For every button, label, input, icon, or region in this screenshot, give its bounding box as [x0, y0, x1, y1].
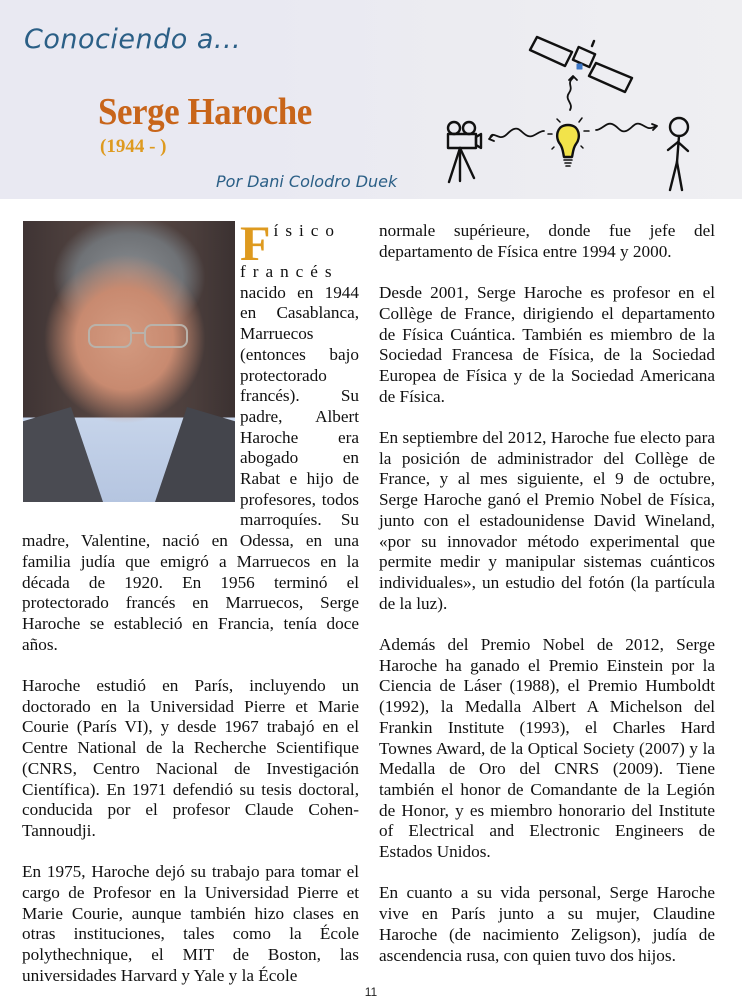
- paragraph-studies: Haroche estudió en París, incluyendo un doctorado en la Universidad Pierre et Marie Courie (París VI), y desde 1967 trabajó en el Centre National de la Recherche Scientifique (CNRS, Centro Nacional de Investigación Científica). En 1971 defendió su tesis doctoral, conducida por el profesor Claude Cohen-Tannoudji.: [22, 676, 359, 840]
- section-kicker: Conociendo a...: [24, 24, 242, 55]
- light-bulb-icon: [548, 118, 589, 166]
- page-number: 11: [364, 985, 378, 999]
- drop-cap: F: [240, 215, 271, 271]
- page-title: Serge Haroche: [98, 91, 312, 133]
- photo-float-spacer: [22, 221, 240, 521]
- wavy-arrow-icon: [596, 124, 656, 132]
- paragraph-career-continued: normale supérieure, donde fue jefe del departamento de Física entre 1994 y 2000.: [379, 221, 715, 261]
- paragraph-nobel: En septiembre del 2012, Haroche fue electo para la posición de administrador del Collège de France, y al mes siguiente, el 9 de octubre, Serge Haroche ganó el Premio Nobel de Física, junto con el estadounidense David Wineland, «por su innovador método experimental que permite medir y manipular sistemas cuánticos individuales», un estudio del fotón (la partícula de la luz).: [379, 428, 715, 613]
- movie-camera-icon: [448, 122, 481, 182]
- paragraph-awards: Además del Premio Nobel de 2012, Serge Haroche ha ganado el Premio Einstein por la Ciencia de Láser (1988), el Premio Humboldt (1992), la Medalla Albert A Michelson del Frankin Institute (1993), el Charles Hard Townes Award, de la Optical Society (2007) y la Medalla de Oro del CNRS (2009). Tiene también el honor de Comandante de la Legión de Honor, y es miembro honorario del Institute of Electrical and Electronic Engineers de Estados Unidos.: [379, 635, 715, 862]
- intro-word-2: francés: [240, 262, 339, 281]
- paragraph-college-de-france: Desde 2001, Serge Haroche es profesor en el Collège de France, dirigiendo el departamento de Física Cuántica. También es miembro de la Sociedad Francesa de Física, de la Sociedad Europea de Física y de la Sociedad Americana de Física.: [379, 283, 715, 406]
- paragraph-career-start: En 1975, Haroche dejó su trabajo para tomar el cargo de Profesor en la Universidad Pierre et Marie Courie, aunque también hizo clases en otras instituciones, tales como la École polythechnique, el MIT de Boston, las universidades Harvard y Yale y la École: [22, 862, 359, 985]
- page-header: [0, 0, 742, 199]
- right-column: [379, 221, 715, 987]
- intro-word-1: ísico: [273, 221, 342, 240]
- stick-figure-icon: [668, 118, 688, 190]
- photon-illustration: [420, 0, 742, 199]
- left-column: [22, 215, 359, 1007]
- author-byline: Por Dani Colodro Duek: [216, 172, 398, 191]
- paragraph-personal-life: En cuanto a su vida personal, Serge Haroche vive en París junto a su mujer, Claudine Haroche (de nacimiento Zeligson), judía de ascendencia rusa, con quien tuvo dos hijos.: [379, 883, 715, 965]
- wavy-arrow-icon: [568, 78, 573, 110]
- satellite-icon: [530, 37, 632, 92]
- life-years: (1944 - ): [100, 136, 167, 157]
- wavy-arrow-icon: [490, 129, 544, 138]
- intro-text: nacido en 1944 en Casablanca, Marruecos (entonces bajo protectorado francés). Su padre, Albert Haroche era abogado en Rabat e hijo de profesores, todos marroquíes. Su madre, Valentine, nació en Odessa, en una familia judía que emigró a Marruecos en la década de 1920. En 1956 terminó el protectorado francés en Marruecos, Serge Haroche se estableció en Francia, tenía doce años.: [22, 282, 359, 654]
